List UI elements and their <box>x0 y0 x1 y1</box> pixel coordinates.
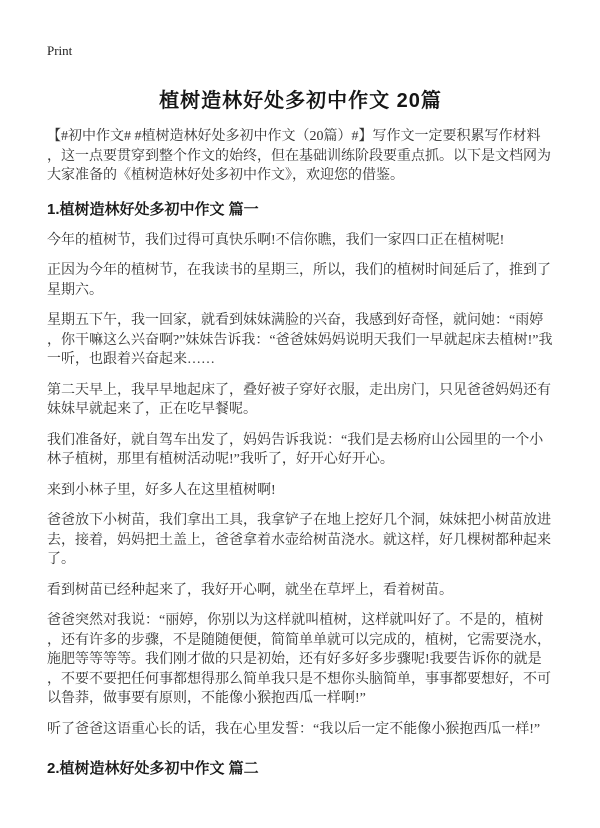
essay-paragraph: 来到小林子里，好多人在这里植树啊! <box>47 482 276 498</box>
essay-paragraph: 第二天早上，我早早地起床了，叠好被子穿好衣服，走出房门，只见爸爸妈妈还有妹妹早就起来了，正在吃早餐呢。 <box>47 382 551 417</box>
page-title: 植树造林好处多初中作文 20篇 <box>159 90 442 112</box>
section-heading: 2.植树造林好处多初中作文 篇二 <box>47 760 259 777</box>
section-heading: 1.植树造林好处多初中作文 篇一 <box>47 200 259 218</box>
essay-paragraph: 爸爸突然对我说：“丽婷，你别以为这样就叫植树，这样就叫好了。不是的，植树，还有许多的步骤，不是随随便便，简简单单就可以完成的，植树，它需要浇水，施肥等等等等。我们刚才做的只是初始，还有好多好多步骤呢!我要告诉你的就是，不要不要把任何事都想得那么简单我只是不想你头脑简单，事事都要想好，不可以鲁莽，做事要有原则，不能像小猴抱西瓜一样啊!” <box>47 613 551 706</box>
intro-paragraph: 【#初中作文# #植树造林好处多初中作文（20篇）#】写作文一定要积累写作材料，这一点要贯穿到整个作文的始终，但在基础训练阶段要重点抓。以下是文档网为大家准备的《植树造林好处多初中作文》，欢迎您的借鉴。 <box>47 129 551 183</box>
essay-paragraph: 星期五下午，我一回家，就看到妹妹满脸的兴奋，我感到好奇怪，就问她：“雨婷，你干嘛这么兴奋啊?”妹妹告诉我：“爸爸妹妈妈说明天我们一早就起床去植树!”我一听，也跟着兴奋起来…… <box>47 313 553 367</box>
essay-paragraph: 听了爸爸这语重心长的话，我在心里发誓：“我以后一定不能像小猴抱西瓜一样!” <box>47 721 541 737</box>
essay-paragraph: 我们准备好，就自驾车出发了，妈妈告诉我说：“我们是去杨府山公园里的一个小林子植树，那里有植树活动呢!”我听了，好开心好开心。 <box>47 432 544 467</box>
essay-paragraph: 看到树苗已经种起来了，我好开心啊，就坐在草坪上，看着树苗。 <box>47 582 453 598</box>
essay-paragraph: 正因为今年的植树节，在我读书的星期三，所以，我们的植树时间延后了，推到了星期六。 <box>47 263 551 298</box>
essay-paragraph: 爸爸放下小树苗，我们拿出工具，我拿铲子在地上挖好几个洞，妹妹把小树苗放进去，接着，妈妈把土盖上，爸爸拿着水壶给树苗浇水。就这样，好几棵树都种起来了。 <box>47 513 551 567</box>
essay-paragraph: 今年的植树节，我们过得可真快乐啊!不信你瞧，我们一家四口正在植树呢! <box>47 232 505 248</box>
print-link[interactable]: Print <box>47 43 73 58</box>
sections <box>47 198 554 779</box>
